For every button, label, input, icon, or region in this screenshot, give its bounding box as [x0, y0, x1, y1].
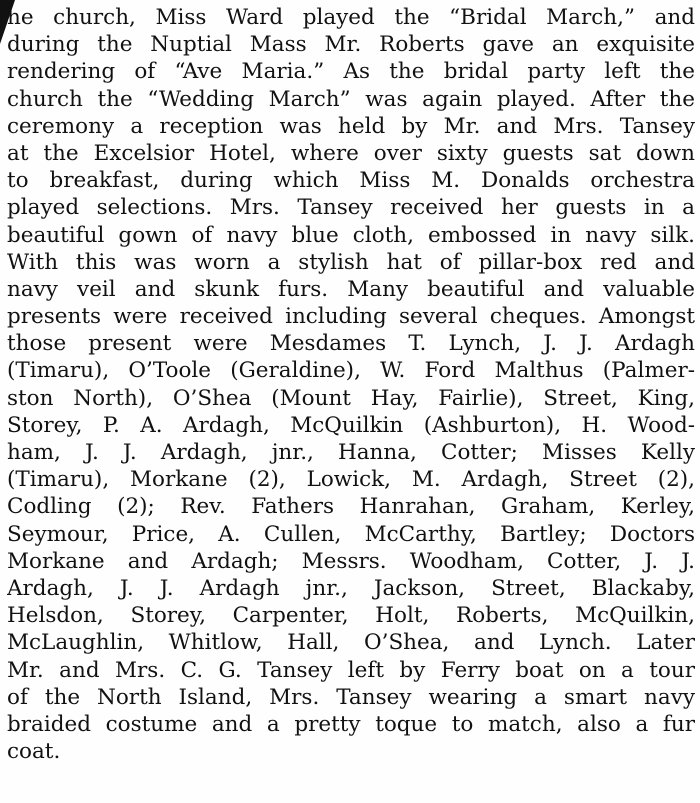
article-line: braided costume and a pretty toque to match, also a fur [7, 711, 695, 737]
article-line: ceremony a reception was held by Mr. and Mrs. Tansey [7, 113, 695, 139]
article-line: of the North Island, Mrs. Tansey wearing a smart navy [7, 684, 695, 710]
article-line: (Timaru), O’Toole (Geraldine), W. Ford Malthus (Palmer- [7, 358, 695, 384]
article-line: those present were Mesdames T. Lynch, J. J. Ardagh [7, 331, 695, 357]
article-line: at the Excelsior Hotel, where over sixty guests sat down [7, 140, 695, 166]
article-line: to breakfast, during which Miss M. Donalds orchestra [7, 168, 695, 194]
article-line: during the Nuptial Mass Mr. Roberts gave an exquisite [7, 32, 695, 58]
article-line: Helsdon, Storey, Carpenter, Holt, Roberts, McQuilkin, [7, 603, 695, 629]
article-line: coat. [7, 739, 61, 765]
article-line: presents were received including several cheques. Amongst [7, 304, 695, 330]
article-line: rendering of “Ave Maria.” As the bridal party left the [7, 59, 695, 85]
article-line: McLaughlin, Whitlow, Hall, O’Shea, and Lynch. Later [7, 630, 695, 656]
article-line: ham, J. J. Ardagh, jnr., Hanna, Cotter; Misses Kelly [7, 440, 695, 465]
article-line: Storey, P. A. Ardagh, McQuilkin (Ashburton), H. Wood- [7, 412, 695, 438]
article-line: (Timaru), Morkane (2), Lowick, M. Ardagh, Street (2), [7, 467, 695, 493]
article-line: navy veil and skunk furs. Many beautiful and valuable [7, 276, 695, 302]
article-line: Codling (2); Rev. Fathers Hanrahan, Graham, Kerley, [7, 494, 695, 520]
article-line: church the “Wedding March” was again played. After the [7, 86, 695, 112]
article-line: ston North), O’Shea (Mount Hay, Fairlie), Street, King, [7, 385, 695, 411]
article-line: With this was worn a stylish hat of pillar-box red and [7, 249, 695, 275]
article-line: Seymour, Price, A. Cullen, McCarthy, Bartley; Doctors [7, 521, 695, 547]
article-line: beautiful gown of navy blue cloth, embossed in navy silk. [7, 222, 695, 248]
article-line: Morkane and Ardagh; Messrs. Woodham, Cotter, J. J. [7, 548, 695, 574]
article-line: played selections. Mrs. Tansey received her guests in a [7, 195, 695, 221]
article-text [7, 4, 695, 765]
article-line: he church, Miss Ward played the “Bridal March,” and [7, 5, 695, 30]
article-line: Ardagh, J. J. Ardagh jnr., Jackson, Street, Blackaby, [7, 575, 695, 601]
article-line: Mr. and Mrs. C. G. Tansey left by Ferry boat on a tour [7, 657, 695, 683]
